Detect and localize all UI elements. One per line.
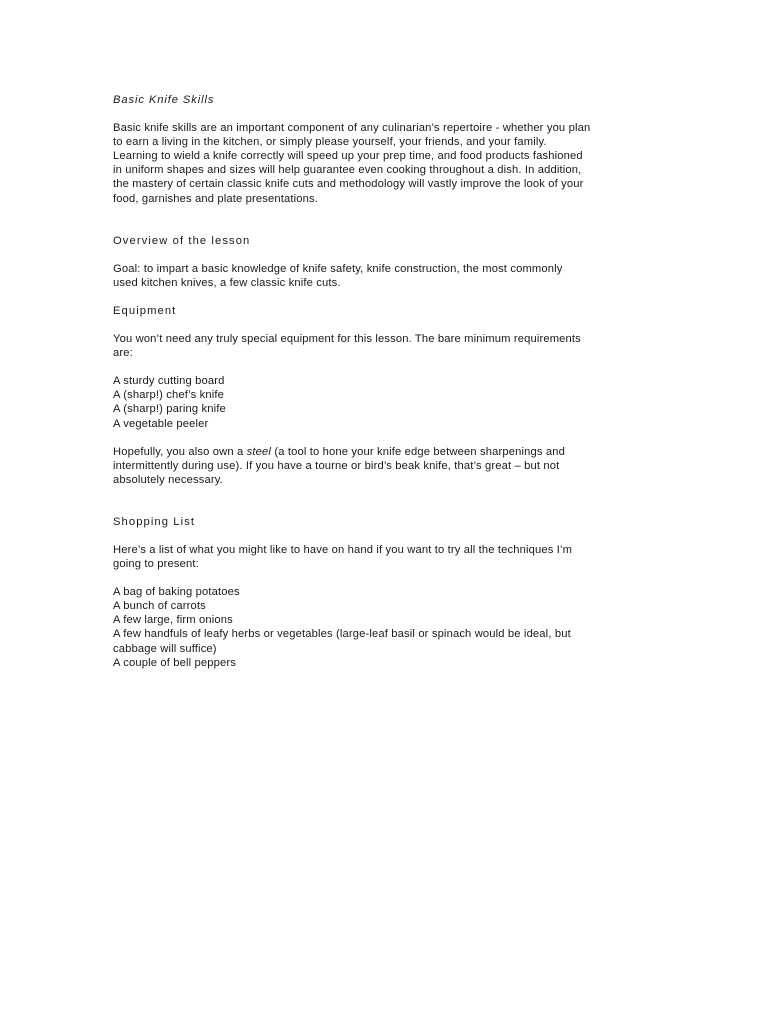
shopping-item: A bag of baking potatoes (113, 586, 240, 599)
document-title: Basic Knife Skills (113, 94, 215, 106)
shopping-item: A few large, firm onions (113, 614, 233, 627)
goal-line: Goal: to impart a basic knowledge of knife safety, knife construction, the most commonly (113, 262, 563, 275)
equipment-intro-line: are: (113, 347, 133, 360)
shopping-item: A couple of bell peppers (113, 656, 237, 669)
steel-term: steel (246, 445, 272, 458)
equipment-item: A (sharp!) paring knife (113, 403, 226, 416)
steel-paragraph (113, 445, 673, 487)
intro-line: in uniform shapes and sizes will help guarantee even cooking throughout a dish. In addition, (113, 164, 582, 177)
intro-line: to earn a living in the kitchen, or simply please yourself, your friends, and your family. (113, 136, 547, 149)
steel-text-after: (a tool to hone your knife edge between sharpenings and (271, 445, 565, 458)
intro-line: food, garnishes and plate presentations. (113, 192, 319, 205)
steel-line: intermittently during use). If you have a tourne or bird’s beak knife, that’s great – but not (113, 459, 560, 472)
shopping-list (113, 585, 673, 670)
steel-text-before: Hopefully, you also own a (113, 445, 247, 458)
goal-paragraph (113, 262, 673, 290)
equipment-item: A vegetable peeler (113, 417, 209, 430)
shopping-item: A few handfuls of leafy herbs or vegetables (large-leaf basil or spinach would be ideal, but (113, 628, 571, 641)
document-page (113, 93, 673, 670)
equipment-item: A (sharp!) chef’s knife (113, 389, 225, 402)
equipment-list (113, 374, 673, 430)
shopping-intro-line: going to present: (113, 558, 199, 571)
intro-line: the mastery of certain classic knife cuts and methodology will vastly improve the look of your (113, 178, 584, 191)
goal-line: used kitchen knives, a few classic knife cuts. (113, 276, 341, 289)
steel-line (113, 445, 673, 459)
shopping-intro (113, 543, 673, 571)
shopping-intro-line: Here’s a list of what you might like to have on hand if you want to try all the techniques I’m (113, 543, 573, 556)
equipment-item: A sturdy cutting board (113, 375, 225, 388)
steel-line: absolutely necessary. (113, 473, 223, 486)
equipment-intro (113, 332, 673, 360)
equipment-intro-line: You won’t need any truly special equipment for this lesson. The bare minimum requirements (113, 333, 581, 346)
intro-paragraph (113, 121, 673, 206)
intro-line: Learning to wield a knife correctly will speed up your prep time, and food products fashioned (113, 150, 583, 163)
shopping-item: cabbage will suffice) (113, 642, 217, 655)
overview-heading: Overview of the lesson (113, 234, 251, 247)
equipment-heading: Equipment (113, 304, 177, 317)
shopping-item: A bunch of carrots (113, 600, 206, 613)
shopping-heading: Shopping List (113, 515, 196, 528)
intro-line: Basic knife skills are an important component of any culinarian’s repertoire - whether you plan (113, 122, 591, 135)
